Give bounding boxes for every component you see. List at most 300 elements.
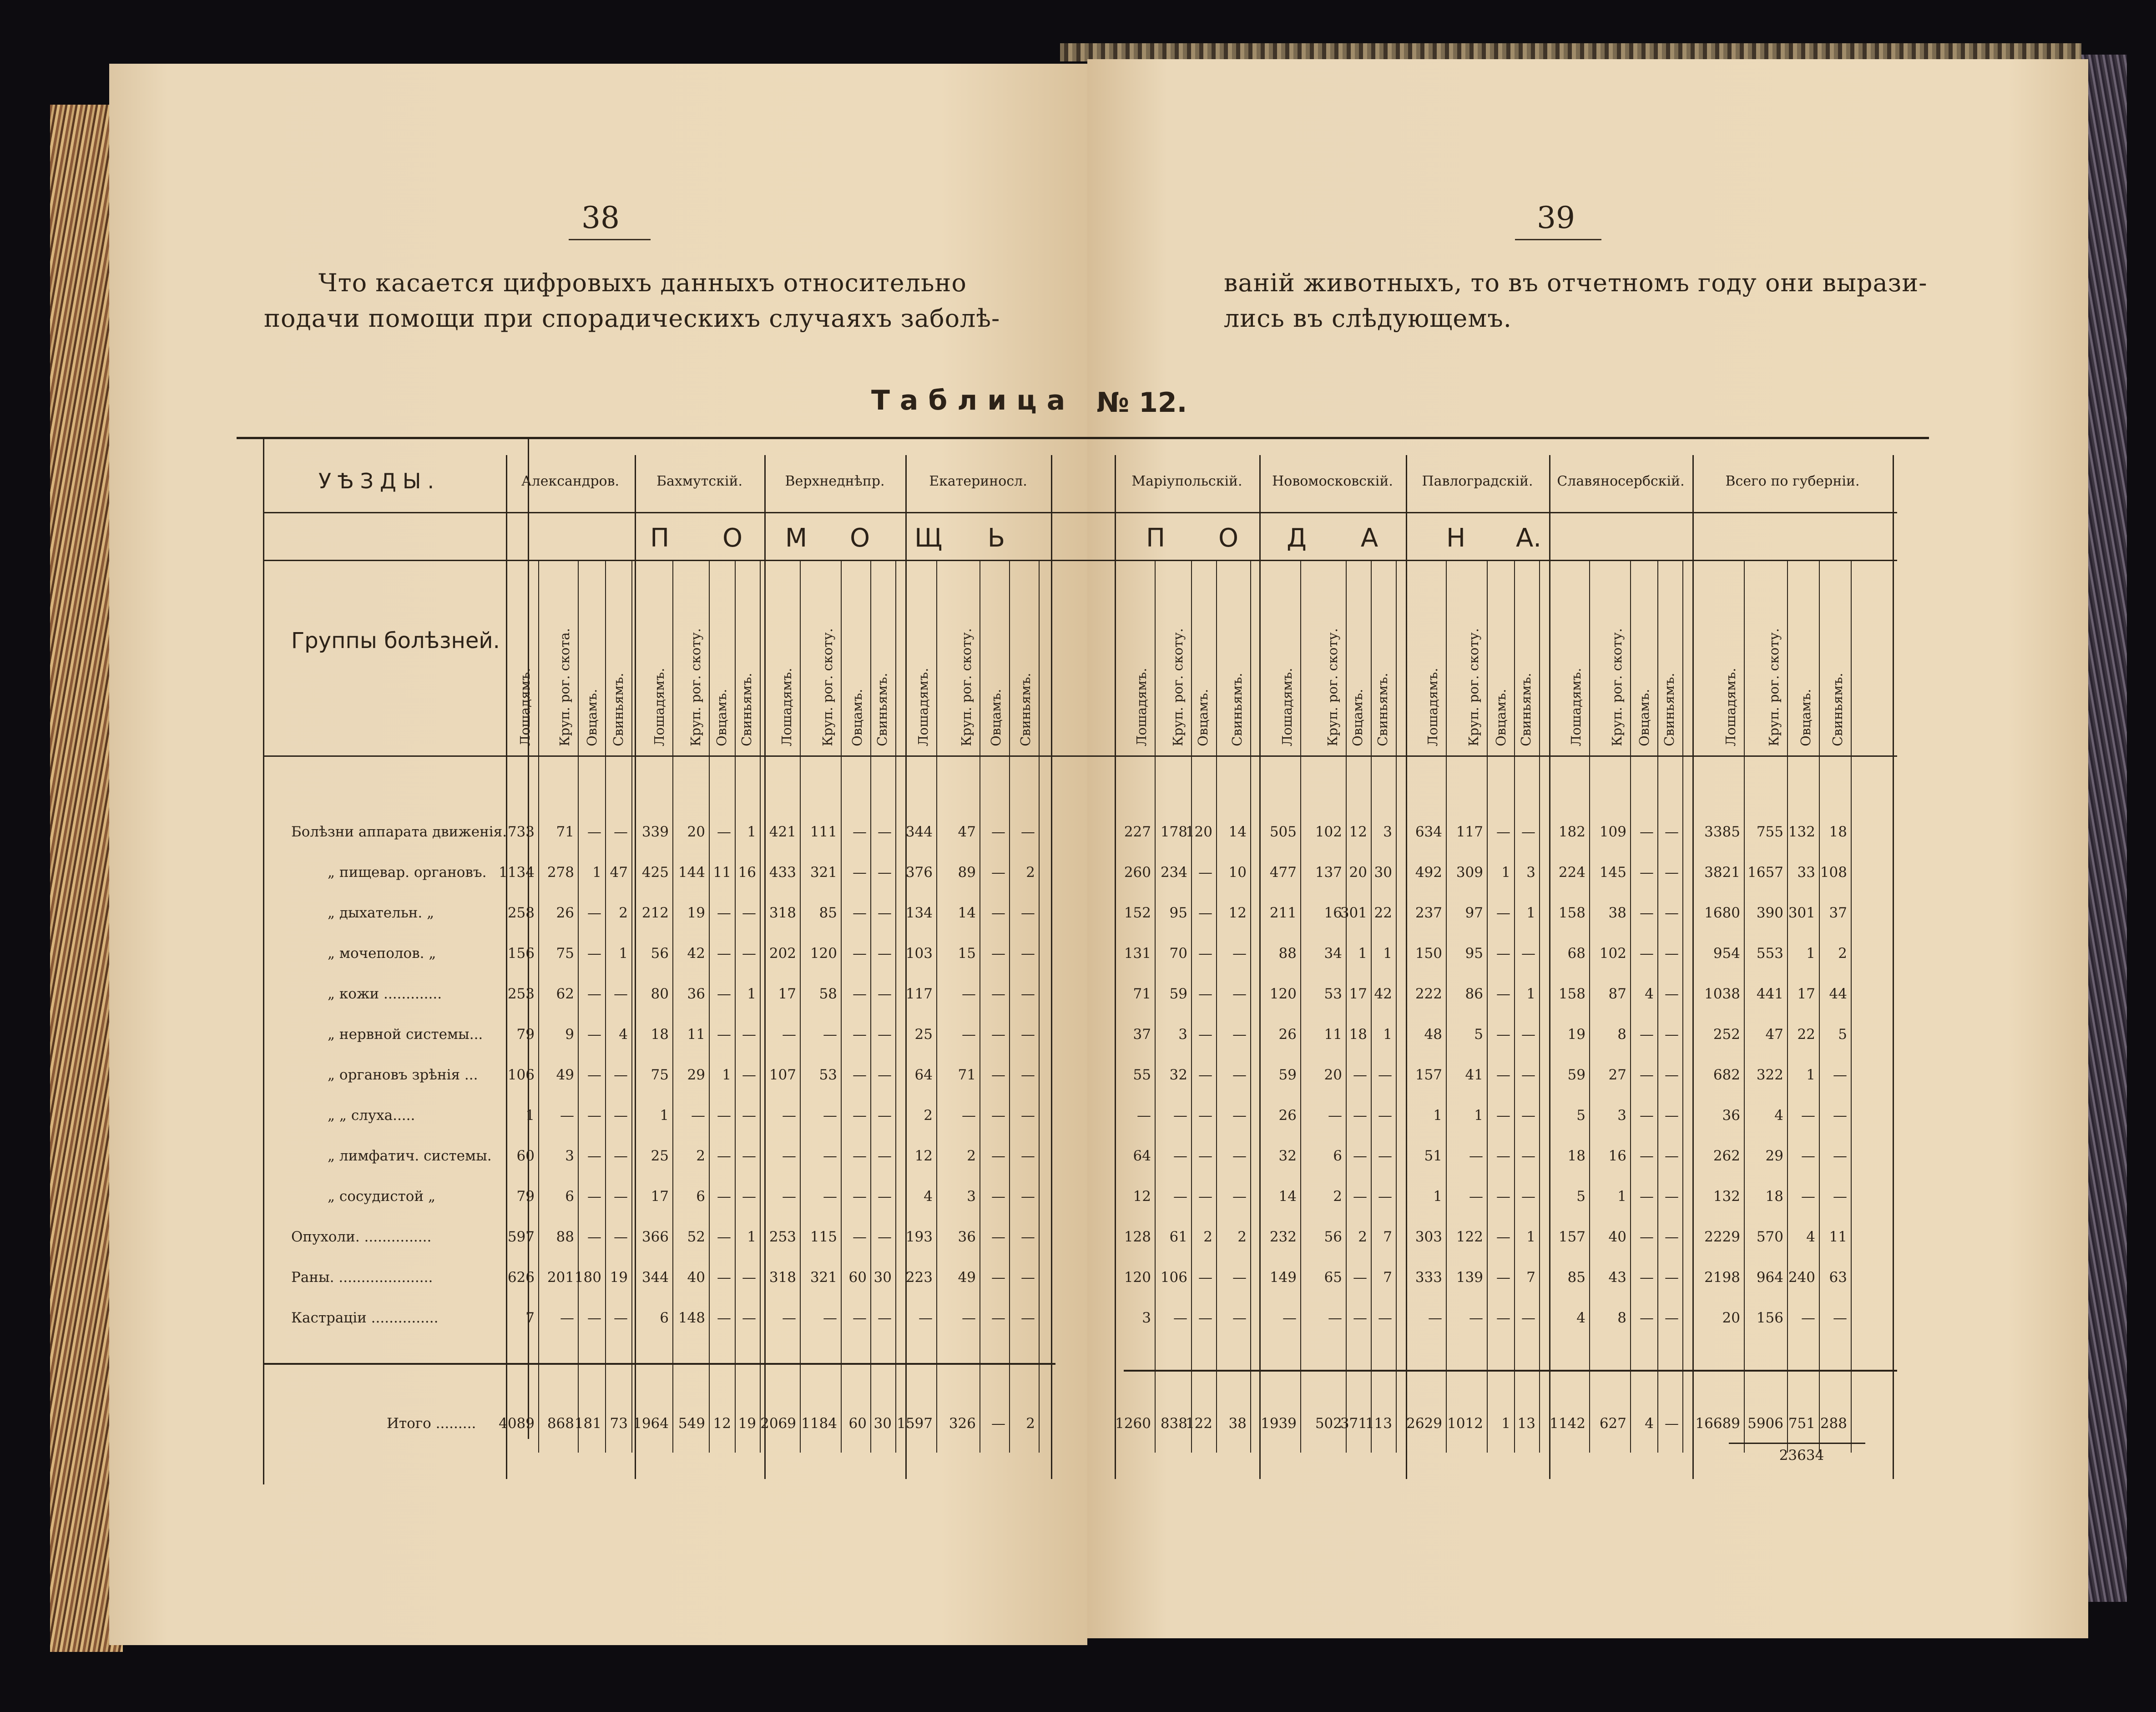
cell-r7-l7: — (742, 1107, 756, 1124)
cell-r9-r8: 1 (1433, 1188, 1442, 1205)
total-r10: 1 (1501, 1415, 1510, 1432)
cell-r12-r7: — (1378, 1310, 1392, 1326)
cell-r10-r7: 7 (1383, 1229, 1392, 1245)
cell-r10-l7: 1 (747, 1229, 756, 1245)
cell-r1-l11: — (878, 864, 892, 881)
cell-r3-r18: 1 (1806, 945, 1815, 962)
cell-r8-l12: 12 (914, 1148, 933, 1164)
cell-r7-l0: 1 (525, 1107, 535, 1124)
banner-left-letter-1: О (722, 523, 743, 553)
row-label-12: Кастраціи ............... (291, 1310, 439, 1326)
cell-r2-l10: — (853, 905, 867, 921)
cell-r4-r18: 17 (1797, 986, 1815, 1002)
cell-r0-r9: 117 (1456, 824, 1483, 840)
cell-r9-l1: 6 (565, 1188, 574, 1205)
total-r18: 751 (1788, 1415, 1815, 1432)
total-r5: 502 (1315, 1415, 1342, 1432)
cell-r4-r3: — (1232, 986, 1247, 1002)
cell-r10-l8: 253 (769, 1229, 796, 1245)
cell-r1-r1: 234 (1160, 864, 1187, 881)
cell-r6-r16: 682 (1713, 1067, 1740, 1083)
cell-r7-l10: — (853, 1107, 867, 1124)
cell-r1-l14: — (991, 864, 1005, 881)
cell-r0-r10: — (1496, 824, 1510, 840)
cell-r11-r15: — (1665, 1269, 1679, 1286)
cell-r10-l11: — (878, 1229, 892, 1245)
cell-r9-l4: 17 (651, 1188, 669, 1205)
cell-r4-l10: — (853, 986, 867, 1002)
cell-r3-r15: — (1665, 945, 1679, 962)
cell-r3-r6: 1 (1358, 945, 1367, 962)
cell-r10-r14: — (1640, 1229, 1654, 1245)
cell-r6-l11: — (878, 1067, 892, 1083)
cell-r2-r14: — (1640, 905, 1654, 921)
cell-r5-r8: 48 (1424, 1026, 1442, 1043)
cell-r9-l3: — (614, 1188, 628, 1205)
groups-label: Группы болѣзней. (291, 628, 500, 653)
row-label-1: „ пищевар. органовъ. (328, 864, 487, 881)
cell-r4-r16: 1038 (1704, 986, 1740, 1002)
cell-r7-r13: 3 (1617, 1107, 1626, 1124)
cell-r10-l13: 36 (958, 1229, 976, 1245)
cell-r7-r12: 5 (1576, 1107, 1585, 1124)
cell-r1-r15: — (1665, 864, 1679, 881)
cell-r2-r6: 301 (1340, 905, 1367, 921)
cell-r10-r4: 232 (1269, 1229, 1297, 1245)
subhead-12: Лошадямъ. (915, 668, 931, 746)
cell-r6-r8: 157 (1415, 1067, 1442, 1083)
cell-r4-l3: — (614, 986, 628, 1002)
cell-r8-r2: — (1198, 1148, 1212, 1164)
cell-r4-r2: — (1198, 986, 1212, 1002)
cell-r4-r9: 86 (1465, 986, 1483, 1002)
cell-r6-l13: 71 (958, 1067, 976, 1083)
cell-r1-l2: 1 (592, 864, 601, 881)
cell-r11-l10: 60 (848, 1269, 867, 1286)
cell-r9-l11: — (878, 1188, 892, 1205)
cell-r8-l10: — (853, 1148, 867, 1164)
cell-r12-l2: — (587, 1310, 601, 1326)
page-number-left: 38 (581, 200, 620, 235)
cell-r0-r11: — (1521, 824, 1535, 840)
cell-r1-l0: 1134 (499, 864, 535, 881)
cell-r11-r9: 139 (1456, 1269, 1483, 1286)
cell-r10-r19: 11 (1829, 1229, 1847, 1245)
cell-r0-r4: 505 (1269, 824, 1297, 840)
total-l15: 2 (1026, 1415, 1035, 1432)
cell-r10-r9: 122 (1456, 1229, 1483, 1245)
cell-r0-r1: 178 (1160, 824, 1187, 840)
cell-r8-l15: — (1021, 1148, 1035, 1164)
cell-r11-l4: 344 (641, 1269, 669, 1286)
cell-r2-r11: 1 (1526, 905, 1535, 921)
total-r17: 5906 (1747, 1415, 1783, 1432)
cell-r0-l15: — (1021, 824, 1035, 840)
cell-r1-r3: 10 (1228, 864, 1247, 881)
total-top-rule-right (1124, 1370, 1897, 1372)
cell-r2-l1: 26 (556, 905, 574, 921)
cell-r12-l4: 6 (660, 1310, 669, 1326)
total-l12: 1597 (897, 1415, 933, 1432)
cell-r1-r16: 3821 (1704, 864, 1740, 881)
cell-r7-l3: — (614, 1107, 628, 1124)
cell-r7-r11: — (1521, 1107, 1535, 1124)
cell-r7-r17: 4 (1774, 1107, 1783, 1124)
cell-r2-r15: — (1665, 905, 1679, 921)
cell-r8-r18: — (1801, 1148, 1815, 1164)
cell-r2-l0: 258 (507, 905, 535, 921)
cell-r5-r7: 1 (1383, 1026, 1392, 1043)
total-l14: — (991, 1415, 1005, 1432)
total-r9: 1012 (1447, 1415, 1483, 1432)
cell-r11-r11: 7 (1526, 1269, 1535, 1286)
cell-r2-r16: 1680 (1704, 905, 1740, 921)
subhead-6: Овцамъ. (714, 689, 729, 746)
cell-r7-r5: — (1328, 1107, 1342, 1124)
cell-r9-l12: 4 (924, 1188, 933, 1205)
page-number-rule-left (569, 239, 651, 240)
cell-r0-l12: 344 (905, 824, 933, 840)
cell-r4-r11: 1 (1526, 986, 1535, 1002)
district-left-1: Бахмутскій. (656, 473, 743, 489)
prose-left-line-1: Что касается цифровыхъ данныхъ относительно (318, 268, 967, 297)
total-r7: 113 (1365, 1415, 1392, 1432)
cell-r5-l10: — (853, 1026, 867, 1043)
cell-r9-l9: — (823, 1188, 837, 1205)
subhead-26: Овцамъ. (1493, 689, 1509, 746)
cell-r12-l7: — (742, 1310, 756, 1326)
subhead-19: Свиньямъ. (1229, 673, 1245, 746)
total-l5: 549 (678, 1415, 705, 1432)
cell-r8-r9: — (1469, 1148, 1483, 1164)
subhead-4: Лошадямъ. (651, 668, 667, 746)
cell-r12-l6: — (717, 1310, 731, 1326)
cell-r4-r1: 59 (1169, 986, 1187, 1002)
subhead-29: Круп. рог. скоту. (1609, 628, 1625, 746)
cell-r11-l14: — (991, 1269, 1005, 1286)
cell-r3-l1: 75 (556, 945, 574, 962)
subhead-11: Свиньямъ. (874, 673, 890, 746)
cell-r2-r1: 95 (1169, 905, 1187, 921)
cell-r2-r8: 237 (1415, 905, 1442, 921)
cell-r12-r16: 20 (1722, 1310, 1740, 1326)
cell-r7-r14: — (1640, 1107, 1654, 1124)
cell-r7-l14: — (991, 1107, 1005, 1124)
cell-r9-r7: — (1378, 1188, 1392, 1205)
cell-r0-r15: — (1665, 824, 1679, 840)
cell-r11-l7: — (742, 1269, 756, 1286)
subhead-7: Свиньямъ. (739, 673, 754, 746)
cell-r8-r4: 32 (1278, 1148, 1297, 1164)
subhead-16: Лошадямъ. (1134, 668, 1149, 746)
cell-r0-l1: 71 (556, 824, 574, 840)
cell-r0-r2: 120 (1185, 824, 1212, 840)
cell-r10-l3: — (614, 1229, 628, 1245)
cell-r1-l9: 321 (810, 864, 837, 881)
cell-r3-l7: — (742, 945, 756, 962)
cell-r12-l14: — (991, 1310, 1005, 1326)
cell-r6-l9: 53 (819, 1067, 837, 1083)
total-r14: 4 (1645, 1415, 1654, 1432)
cell-r12-l15: — (1021, 1310, 1035, 1326)
cell-r5-r13: 8 (1617, 1026, 1626, 1043)
cell-r8-r3: — (1232, 1148, 1247, 1164)
prose-left-line-2: подачи помощи при спорадическихъ случаяхъ заболѣ- (264, 304, 1000, 333)
cell-r4-l2: — (587, 986, 601, 1002)
cell-r3-l15: — (1021, 945, 1035, 962)
cell-r2-r3: 12 (1228, 905, 1247, 921)
cell-r1-l13: 89 (958, 864, 976, 881)
cell-r9-r19: — (1833, 1188, 1847, 1205)
cell-r4-r6: 17 (1349, 986, 1367, 1002)
cell-r0-r8: 634 (1415, 824, 1442, 840)
cell-r3-l4: 56 (651, 945, 669, 962)
binding-strip (1060, 43, 2081, 61)
cell-r5-r0: 37 (1133, 1026, 1151, 1043)
cell-r11-l8: 318 (769, 1269, 796, 1286)
cell-r5-r4: 26 (1278, 1026, 1297, 1043)
subhead-1: Круп. рог. скота. (557, 628, 572, 746)
total-l2: 181 (574, 1415, 601, 1432)
cell-r2-l6: — (717, 905, 731, 921)
header-rule (264, 512, 1897, 513)
district-right-0: Маріупольскій. (1131, 473, 1242, 489)
row-label-9: „ сосудистой „ (328, 1188, 436, 1205)
cell-r5-r10: — (1496, 1026, 1510, 1043)
cell-r5-r18: 22 (1797, 1026, 1815, 1043)
total-r19: 288 (1820, 1415, 1847, 1432)
cell-r6-l0: 106 (507, 1067, 535, 1083)
cell-r8-l4: 25 (651, 1148, 669, 1164)
row-label-8: „ лимфатич. системы. (328, 1148, 492, 1164)
cell-r6-l2: — (587, 1067, 601, 1083)
cell-r0-r17: 755 (1756, 824, 1783, 840)
cell-r12-r1: — (1173, 1310, 1187, 1326)
cell-r0-r0: 227 (1124, 824, 1151, 840)
subhead-33: Круп. рог. скоту. (1766, 628, 1782, 746)
cell-r12-r5: — (1328, 1310, 1342, 1326)
cell-r11-l3: 19 (610, 1269, 628, 1286)
cell-r11-r2: — (1198, 1269, 1212, 1286)
cell-r7-r6: — (1353, 1107, 1367, 1124)
cell-r8-r10: — (1496, 1148, 1510, 1164)
cell-r2-r13: 38 (1608, 905, 1626, 921)
total-r4: 1939 (1261, 1415, 1297, 1432)
cell-r9-r13: 1 (1617, 1188, 1626, 1205)
cell-r8-r14: — (1640, 1148, 1654, 1164)
cell-r9-r17: 18 (1765, 1188, 1783, 1205)
cell-r12-l13: — (962, 1310, 976, 1326)
cell-r5-l13: — (962, 1026, 976, 1043)
banner-left-letter-5: Ь (987, 523, 1005, 553)
total-l11: 30 (874, 1415, 892, 1432)
cell-r4-r5: 53 (1324, 986, 1342, 1002)
cell-r11-r0: 120 (1124, 1269, 1151, 1286)
cell-r3-r3: — (1232, 945, 1247, 962)
cell-r1-r2: — (1198, 864, 1212, 881)
cell-r3-r17: 553 (1756, 945, 1783, 962)
cell-r9-l7: — (742, 1188, 756, 1205)
cell-r12-r15: — (1665, 1310, 1679, 1326)
cell-r7-r16: 36 (1722, 1107, 1740, 1124)
cell-r0-l13: 47 (958, 824, 976, 840)
cell-r12-r18: — (1801, 1310, 1815, 1326)
subhead-3: Свиньямъ. (611, 673, 626, 746)
cell-r8-l7: — (742, 1148, 756, 1164)
cell-r5-l2: — (587, 1026, 601, 1043)
cell-r12-r11: — (1521, 1310, 1535, 1326)
cell-r9-r18: — (1801, 1188, 1815, 1205)
subhead-30: Овцамъ. (1636, 689, 1652, 746)
cell-r5-r5: 11 (1324, 1026, 1342, 1043)
cell-r11-l6: — (717, 1269, 731, 1286)
cell-r7-l5: — (691, 1107, 705, 1124)
cell-r8-r6: — (1353, 1148, 1367, 1164)
cell-r6-l5: 29 (687, 1067, 705, 1083)
cell-r9-l2: — (587, 1188, 601, 1205)
cell-r4-l8: 17 (778, 986, 796, 1002)
cell-r8-r8: 51 (1424, 1148, 1442, 1164)
cell-r12-r2: — (1198, 1310, 1212, 1326)
cell-r12-r6: — (1353, 1310, 1367, 1326)
cell-r8-l8: — (782, 1148, 796, 1164)
cell-r12-r0: 3 (1142, 1310, 1151, 1326)
uezdy-label: УѢЗДЫ. (318, 469, 441, 493)
cell-r4-l0: 253 (507, 986, 535, 1002)
cell-r9-l13: 3 (967, 1188, 976, 1205)
cell-r9-r14: — (1640, 1188, 1654, 1205)
cell-r0-r13: 109 (1599, 824, 1626, 840)
cell-r3-l10: — (853, 945, 867, 962)
cell-r1-l10: — (853, 864, 867, 881)
cell-r9-r11: — (1521, 1188, 1535, 1205)
cell-r6-l10: — (853, 1067, 867, 1083)
cell-r9-r12: 5 (1576, 1188, 1585, 1205)
row-label-4: „ кожи ............. (328, 986, 442, 1002)
cell-r8-r0: 64 (1133, 1148, 1151, 1164)
cell-r3-r0: 131 (1124, 945, 1151, 962)
cell-r3-l5: 42 (687, 945, 705, 962)
cell-r2-r18: 301 (1788, 905, 1815, 921)
cell-r3-r19: 2 (1838, 945, 1847, 962)
cell-r8-l3: — (614, 1148, 628, 1164)
cell-r7-r9: 1 (1474, 1107, 1483, 1124)
cell-r6-l7: — (742, 1067, 756, 1083)
cell-r4-r14: 4 (1645, 986, 1654, 1002)
subhead-32: Лошадямъ. (1723, 668, 1738, 746)
cell-r1-l1: 278 (547, 864, 574, 881)
cell-r1-r19: 108 (1820, 864, 1847, 881)
cell-r12-r19: — (1833, 1310, 1847, 1326)
cell-r1-r9: 309 (1456, 864, 1483, 881)
banner-left-letter-0: П (650, 523, 670, 553)
cell-r2-l11: — (878, 905, 892, 921)
total-l0: 4089 (499, 1415, 535, 1432)
cell-r4-r10: — (1496, 986, 1510, 1002)
cell-r6-r5: 20 (1324, 1067, 1342, 1083)
row-label-0: Болѣзни аппарата движенія. (291, 824, 507, 840)
cell-r4-l14: — (991, 986, 1005, 1002)
cell-r0-l5: 20 (687, 824, 705, 840)
cell-r7-r4: 26 (1278, 1107, 1297, 1124)
subhead-8: Лошадямъ. (779, 668, 794, 746)
row-label-5: „ нервной системы... (328, 1026, 483, 1043)
cell-r12-r4: — (1282, 1310, 1297, 1326)
cell-r8-r7: — (1378, 1148, 1392, 1164)
cell-r5-l4: 18 (651, 1026, 669, 1043)
cell-r10-r1: 61 (1169, 1229, 1187, 1245)
cell-r1-r6: 20 (1349, 864, 1367, 881)
cell-r10-r15: — (1665, 1229, 1679, 1245)
cell-r1-l6: 11 (713, 864, 731, 881)
cell-r5-r14: — (1640, 1026, 1654, 1043)
cell-r10-r17: 570 (1756, 1229, 1783, 1245)
cell-r0-l11: — (878, 824, 892, 840)
cell-r2-r17: 390 (1756, 905, 1783, 921)
cell-r4-l7: 1 (747, 986, 756, 1002)
cell-r11-r8: 333 (1415, 1269, 1442, 1286)
subhead-31: Свиньямъ. (1661, 673, 1677, 746)
subhead-28: Лошадямъ. (1568, 668, 1584, 746)
cell-r6-r14: — (1640, 1067, 1654, 1083)
cell-r4-l5: 36 (687, 986, 705, 1002)
cell-r6-r7: — (1378, 1067, 1392, 1083)
cell-r5-r15: — (1665, 1026, 1679, 1043)
cell-r4-r4: 120 (1269, 986, 1297, 1002)
cell-r11-l2: 180 (574, 1269, 601, 1286)
cell-r10-l10: — (853, 1229, 867, 1245)
cell-r7-r15: — (1665, 1107, 1679, 1124)
cell-r3-l2: — (587, 945, 601, 962)
cell-r11-r18: 240 (1788, 1269, 1815, 1286)
cell-r4-r15: — (1665, 986, 1679, 1002)
cell-r11-l12: 223 (905, 1269, 933, 1286)
sub-divider-left-15 (1039, 561, 1040, 1453)
cell-r7-l6: — (717, 1107, 731, 1124)
cell-r7-l13: — (962, 1107, 976, 1124)
total-r11: 13 (1517, 1415, 1535, 1432)
cell-r5-l9: — (823, 1026, 837, 1043)
cell-r1-l8: 433 (769, 864, 796, 881)
total-r8: 2629 (1406, 1415, 1442, 1432)
cell-r10-l12: 193 (905, 1229, 933, 1245)
cell-r5-r9: 5 (1474, 1026, 1483, 1043)
cell-r7-r10: — (1496, 1107, 1510, 1124)
total-r6: 371 (1340, 1415, 1367, 1432)
cell-r9-l14: — (991, 1188, 1005, 1205)
subhead-27: Свиньямъ. (1518, 673, 1534, 746)
cell-r2-l9: 85 (819, 905, 837, 921)
cell-r0-l4: 339 (641, 824, 669, 840)
cell-r0-l14: — (991, 824, 1005, 840)
cell-r6-r12: 59 (1567, 1067, 1585, 1083)
cell-r10-r16: 2229 (1704, 1229, 1740, 1245)
cell-r6-l12: 64 (914, 1067, 933, 1083)
cell-r12-l12: — (919, 1310, 933, 1326)
cell-r10-r10: — (1496, 1229, 1510, 1245)
cell-r9-l10: — (853, 1188, 867, 1205)
total-l13: 326 (949, 1415, 976, 1432)
cell-r1-r18: 33 (1797, 864, 1815, 881)
cell-r0-l8: 421 (769, 824, 796, 840)
cell-r9-r15: — (1665, 1188, 1679, 1205)
cell-r1-r0: 260 (1124, 864, 1151, 881)
cell-r6-l8: 107 (769, 1067, 796, 1083)
subhead-25: Круп. рог. скоту. (1466, 628, 1481, 746)
total-r1: 838 (1160, 1415, 1187, 1432)
subhead-bottom-rule (264, 755, 1897, 757)
cell-r0-l9: 111 (810, 824, 837, 840)
